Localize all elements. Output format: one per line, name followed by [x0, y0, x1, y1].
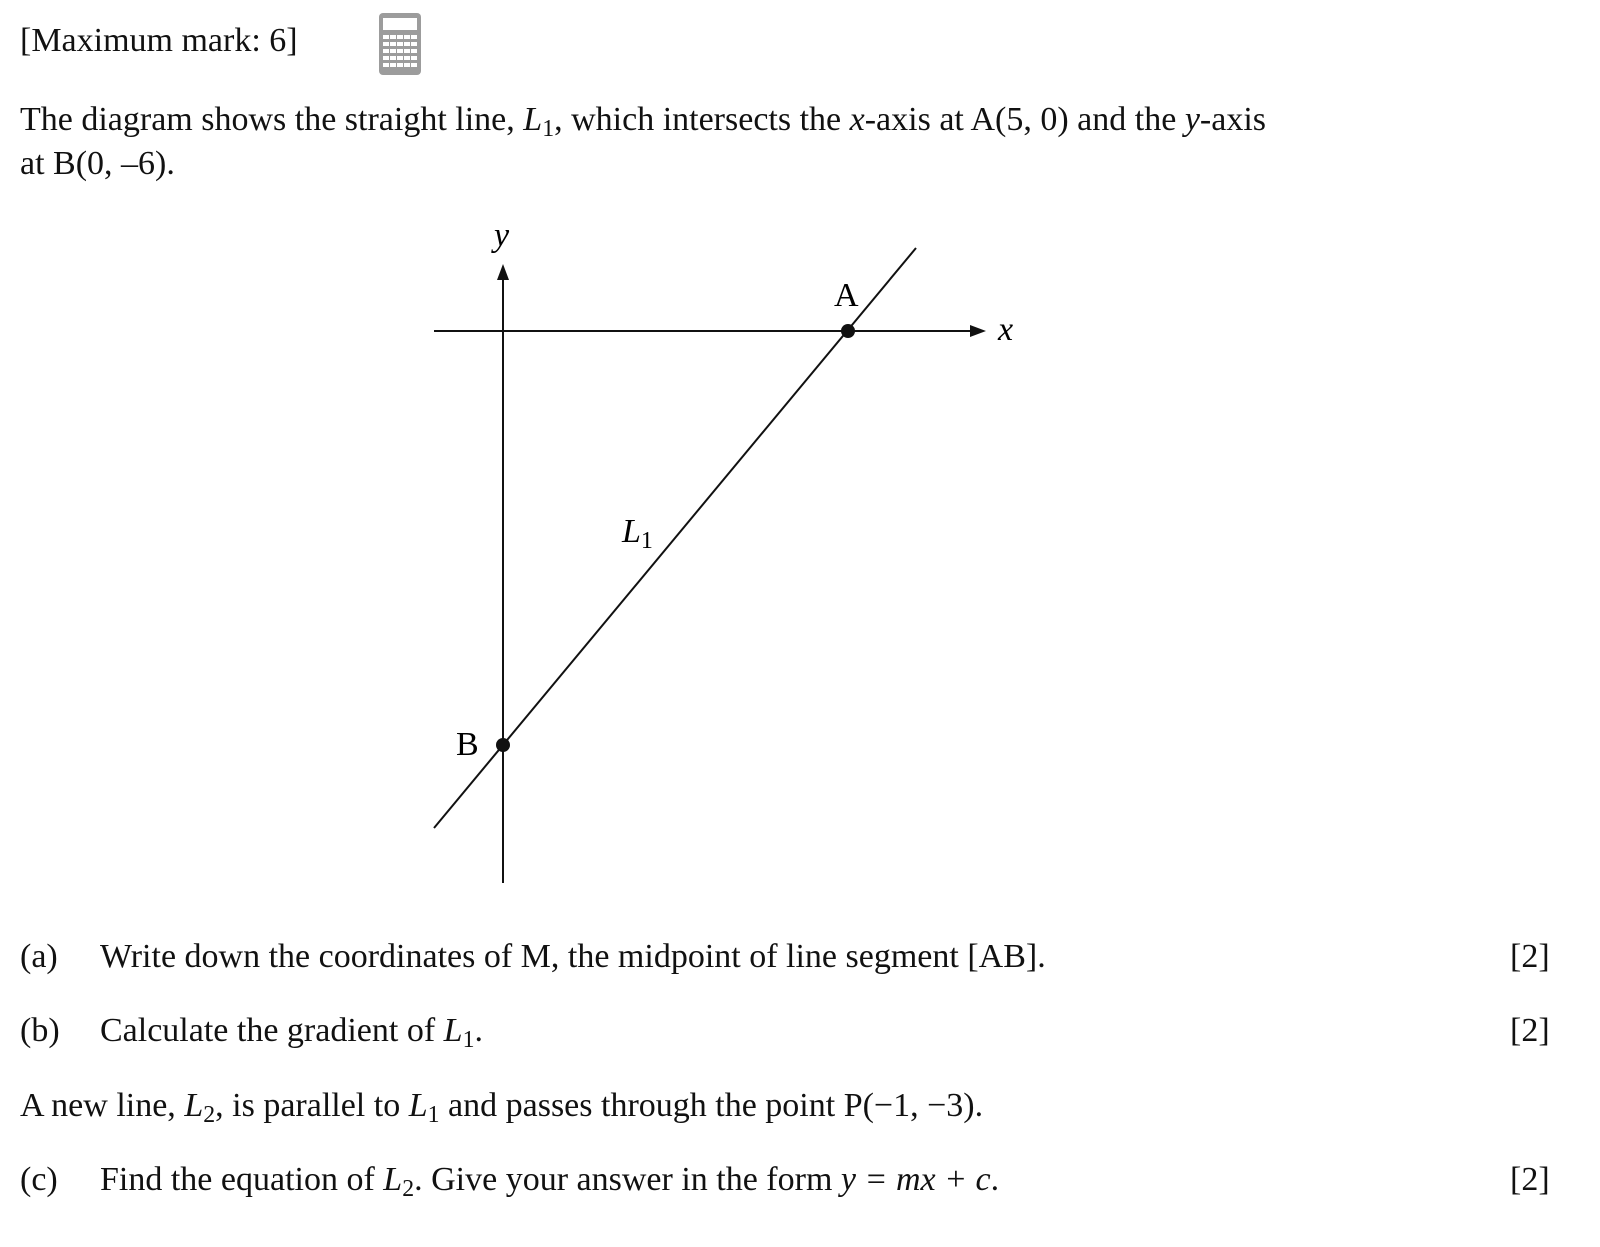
- l1-symbol: L: [408, 1087, 428, 1124]
- intro-text: -axis at A(5, 0) and the: [864, 101, 1185, 138]
- question-c-text-post: .: [990, 1161, 1000, 1198]
- point-b-label: B: [456, 726, 479, 763]
- intro-paragraph: [20, 98, 1480, 186]
- statement-post: and passes through the point P(−1, −3).: [439, 1087, 984, 1124]
- question-a-marks: [2]: [1510, 938, 1550, 975]
- question-c-text: [100, 1161, 1000, 1202]
- x-variable: x: [849, 101, 865, 138]
- line-l1-label: [621, 513, 653, 554]
- question-a-text: Write down the coordinates of M, the midpoint of line segment [AB].: [100, 938, 1046, 975]
- point-a: [841, 324, 855, 338]
- l2-subscript: 2: [203, 1101, 216, 1128]
- line-l1-label-main: L: [622, 513, 641, 550]
- y-axis-label: y: [494, 217, 510, 254]
- l1-symbol: L: [523, 101, 543, 138]
- l1-symbol: L: [443, 1012, 463, 1049]
- question-statement: [20, 1087, 984, 1128]
- question-c-marks: [2]: [1510, 1161, 1550, 1198]
- question-c-text-mid: . Give your answer in the form: [414, 1161, 841, 1198]
- l2-subscript: 2: [402, 1175, 415, 1202]
- l1-subscript: 1: [427, 1101, 440, 1128]
- intro-text: , which intersects the: [554, 101, 850, 138]
- maximum-mark: [Maximum mark: 6]: [20, 22, 298, 59]
- y-axis-arrow: [497, 264, 509, 280]
- intro-text: at B(0, –6).: [20, 145, 175, 182]
- point-a-label: A: [834, 277, 859, 314]
- coordinate-diagram: [400, 210, 1060, 900]
- question-b-text-post: .: [474, 1012, 483, 1049]
- line-l1-label-sub: 1: [640, 528, 653, 554]
- question-b-marks: [2]: [1510, 1012, 1550, 1049]
- intro-text: -axis: [1199, 101, 1266, 138]
- point-b: [496, 738, 510, 752]
- equation-form: y = mx + c: [840, 1161, 991, 1198]
- question-b-text: [100, 1012, 483, 1053]
- l1-subscript: 1: [542, 115, 555, 142]
- x-axis-label: x: [998, 311, 1014, 348]
- question-c-text-pre: Find the equation of: [100, 1161, 384, 1198]
- intro-text: The diagram shows the straight line,: [20, 101, 524, 138]
- l1-subscript: 1: [462, 1026, 475, 1053]
- statement-mid: , is parallel to: [215, 1087, 409, 1124]
- question-b-label: (b): [20, 1012, 60, 1049]
- question-b-text-pre: Calculate the gradient of: [100, 1012, 444, 1049]
- x-axis-arrow: [970, 325, 986, 337]
- l2-symbol: L: [383, 1161, 403, 1198]
- question-c-label: (c): [20, 1161, 58, 1198]
- calculator-icon: [378, 12, 422, 76]
- y-variable: y: [1184, 101, 1200, 138]
- l2-symbol: L: [184, 1087, 204, 1124]
- statement-pre: A new line,: [20, 1087, 185, 1124]
- question-a-label: (a): [20, 938, 58, 975]
